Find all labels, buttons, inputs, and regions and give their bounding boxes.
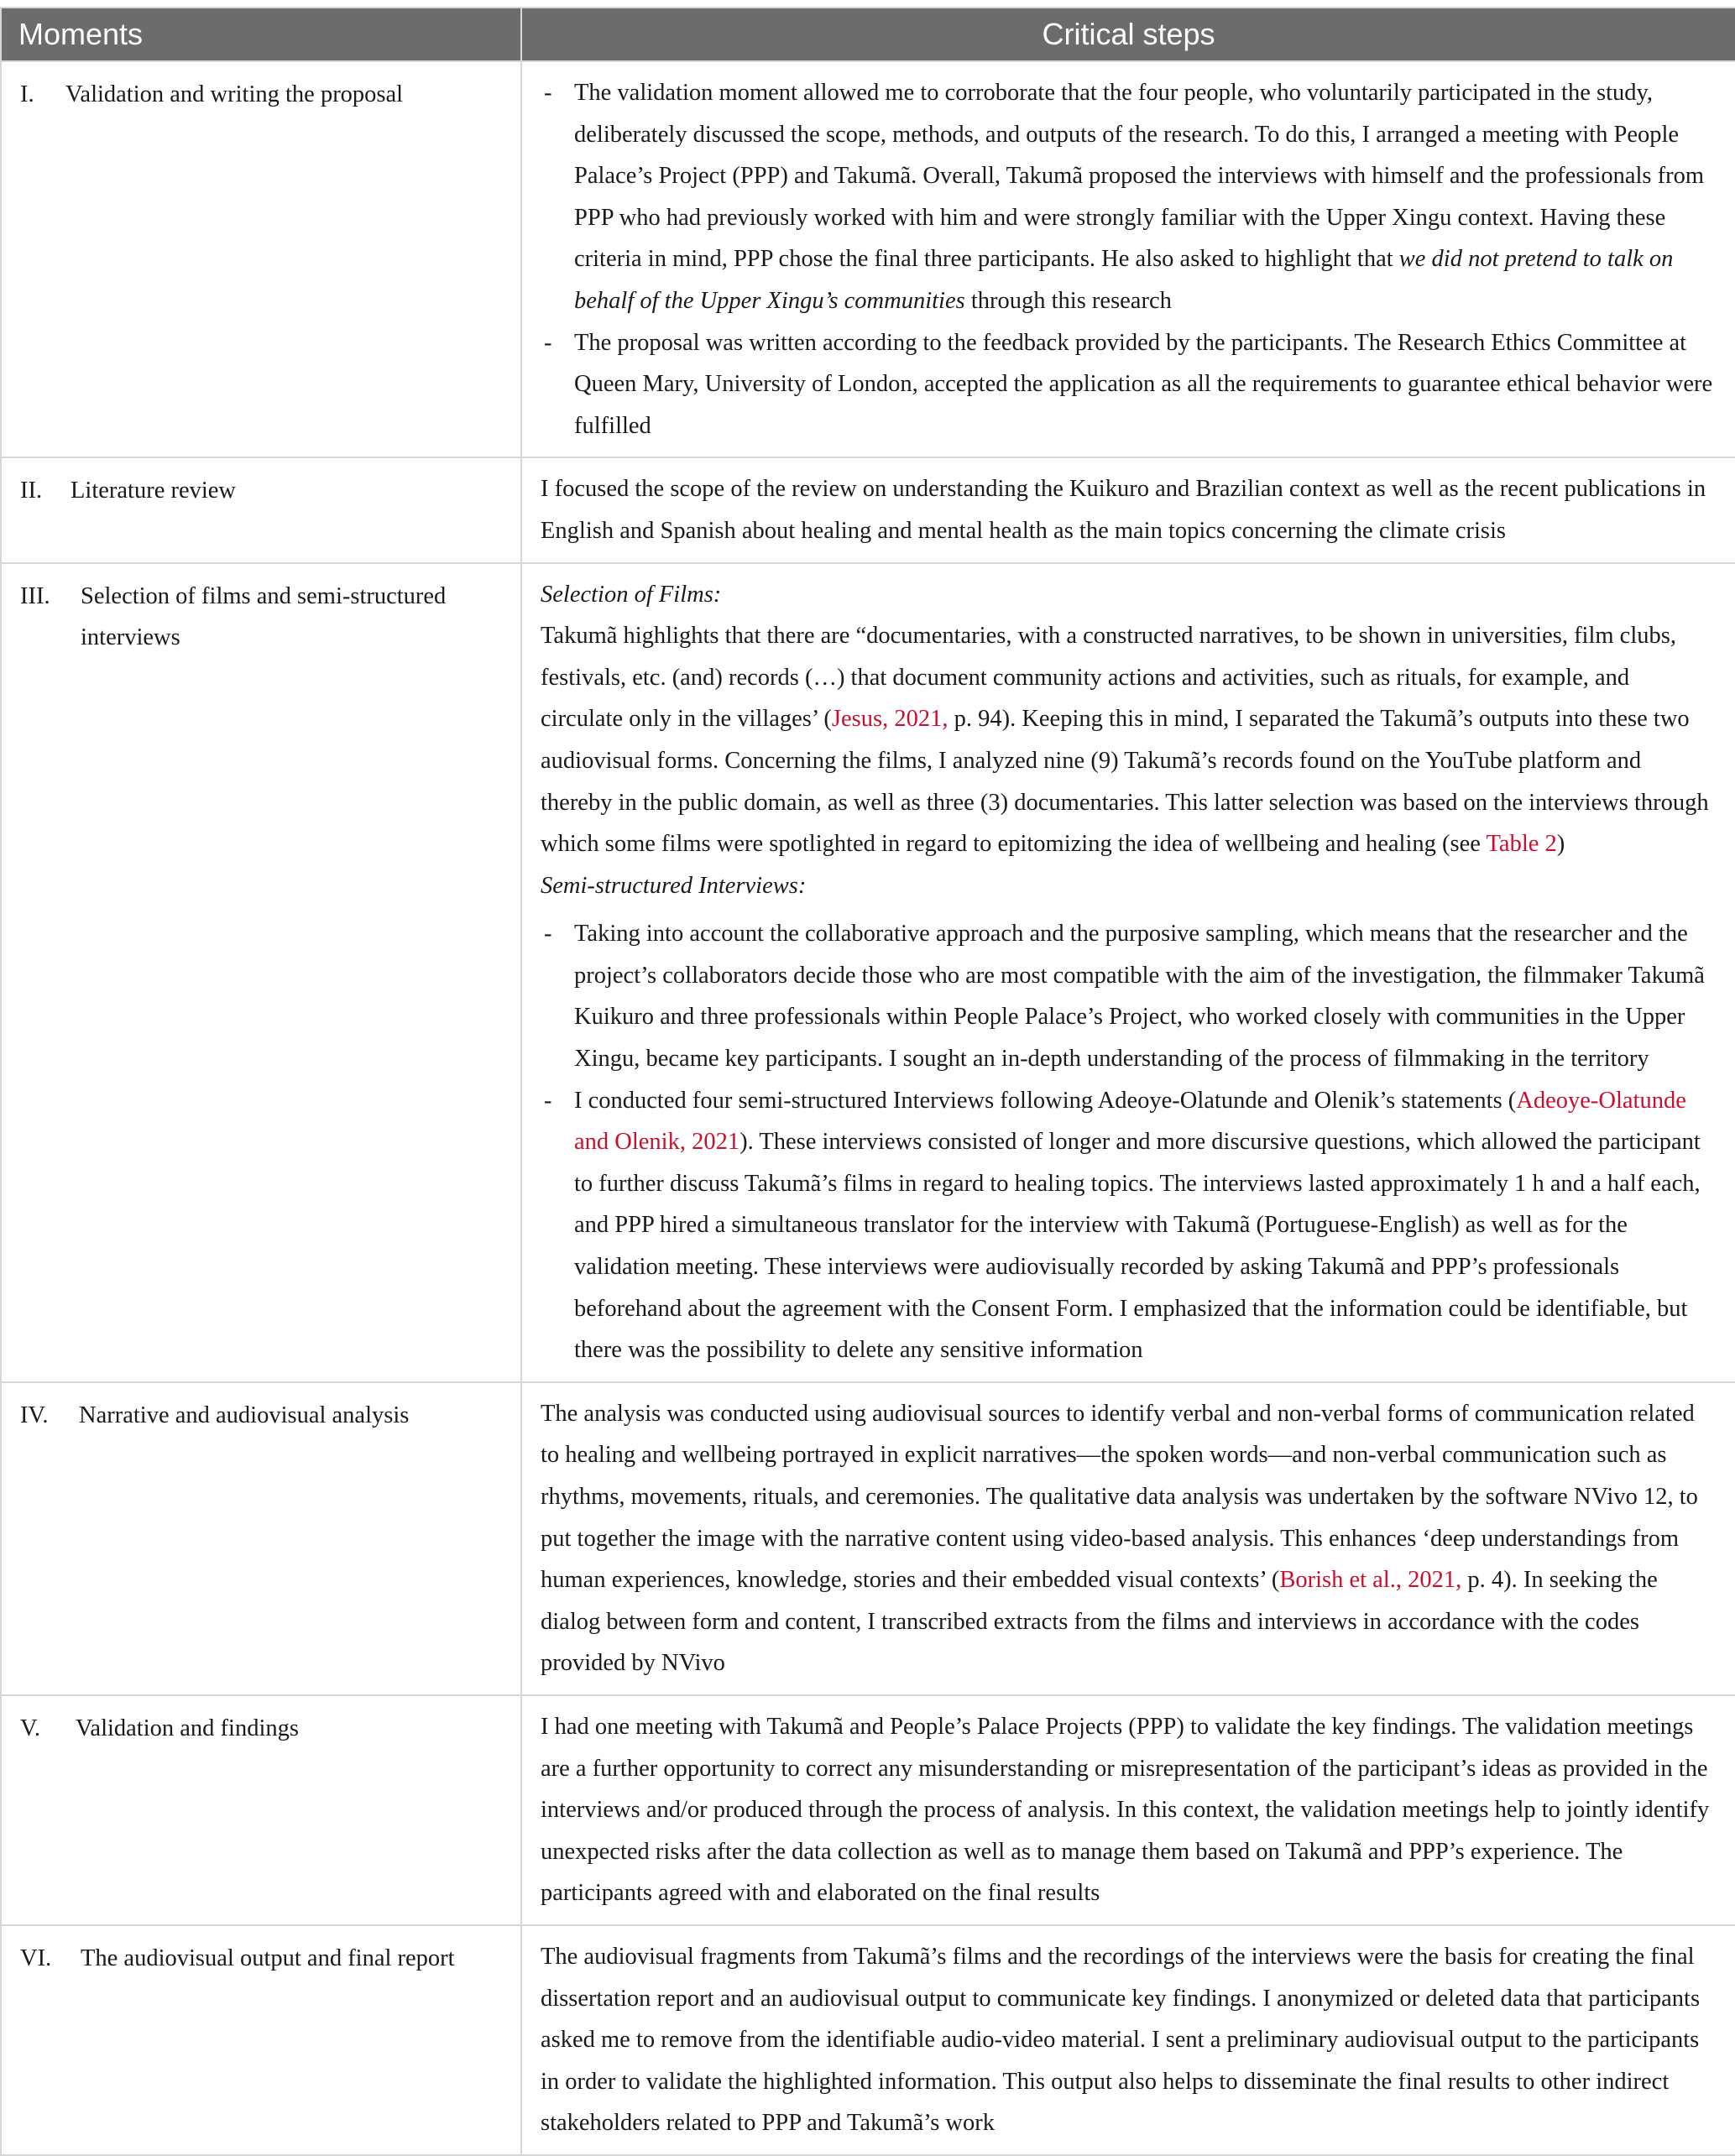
list-item (541, 322, 1717, 447)
table-row (1, 563, 1735, 1382)
list-item (541, 1080, 1717, 1371)
bullet-dash: - (544, 80, 552, 106)
moment-title: Validation and writing the proposal (65, 81, 404, 107)
moment-number: IV. (20, 1402, 49, 1428)
steps-cell (521, 1695, 1735, 1925)
italic-emphasis: we did not pretend to talk on behalf of the Upper Xingu’s communities (574, 246, 1674, 314)
bullet-dash: - (544, 921, 552, 947)
table-row (1, 1925, 1735, 2155)
table-row (1, 61, 1735, 457)
steps-cell (521, 1925, 1735, 2155)
header-critical-steps: Critical steps (521, 8, 1735, 61)
steps-cell (521, 61, 1735, 457)
moment-cell (1, 1925, 521, 2155)
step-text (574, 72, 1717, 322)
step-text: I had one meeting with Takumã and People’s Palace Projects (PPP) to validate the key findings. The validation meetings are a further opportunity to correct any misunderstanding or misrepresentation of the participant’s ideas as provided in the interviews and/or produced through the process of analysis. In this context, the validation meetings help to jointly identify unexpected risks after the data collection as well as to manage them based on Takumã and PPP’s experience. The participants agreed with and elaborated on the final results (541, 1713, 1710, 1907)
moment-number: VI. (20, 1945, 52, 1971)
header-moments: Moments (1, 8, 521, 61)
citation-link-borish[interactable]: Borish et al., 2021, (1279, 1567, 1462, 1594)
bullet-dash: - (544, 329, 552, 356)
text-segment: Takumã highlights that there are “documentaries, with a constructed narratives, to be shown in universities, film clubs, festivals, etc. (and) records (…) that document community actions and activities, such as rituals, for example, and circulate only in the villages’ ( (541, 623, 1676, 733)
list-item (541, 913, 1717, 1079)
moment-title: Validation and findings (76, 1715, 299, 1741)
table-header-row (1, 8, 1735, 61)
films-paragraph (541, 615, 1717, 865)
moment-number: II. (20, 478, 43, 504)
citation-link-adeoye-olatunde[interactable]: Adeoye-Olatunde and Olenik, 2021 (574, 1087, 1686, 1156)
text-segment: p. 4). In seeking the dialog between form and content, I transcribed extracts from the films and interviews in accordance with the codes provided by NVivo (541, 1567, 1658, 1677)
moment-cell (1, 563, 521, 1382)
moment-cell (1, 1695, 521, 1925)
research-moments-table (0, 7, 1735, 2156)
table-row (1, 1382, 1735, 1695)
text-segment: I conducted four semi-structured Interviews following Adeoye-Olatunde and Olenik’s statements ( (574, 1087, 1517, 1114)
moment-number: I. (20, 81, 34, 107)
table-row (1, 1695, 1735, 1925)
table-row (1, 457, 1735, 562)
step-text: Taking into account the collaborative approach and the purposive sampling, which means that the researcher and the project’s collaborators decide those who are most compatible with the aim of the investigation, the filmmaker Takumã Kuikuro and three professionals within People Palace’s Project, who worked closely with communities in the Upper Xingu, became key participants. I sought an in-depth understanding of the process of filmmaking in the territory (574, 921, 1705, 1073)
step-text: The audiovisual fragments from Takumã’s films and the recordings of the interviews were the basis for creating the final dissertation report and an audiovisual output to communicate key findings. I anonymized or deleted data that participants asked me to remove from the identifiable audio-video material. I sent a preliminary audiovisual output to the participants in order to validate the highlighted information. This output also helps to disseminate the final results to other indirect stakeholders related to PPP and Takumã’s work (541, 1943, 1701, 2137)
table-2-link[interactable]: Table 2 (1486, 831, 1557, 858)
moment-title: The audiovisual output and final report (81, 1945, 455, 1971)
moment-cell (1, 1382, 521, 1695)
moment-title: Narrative and audiovisual analysis (79, 1402, 410, 1428)
films-heading: Selection of Films: (541, 581, 722, 608)
moment-cell (1, 61, 521, 457)
step-text: I focused the scope of the review on understanding the Kuikuro and Brazilian context as well as the recent publications in English and Spanish about healing and mental health as the main topics concerning the climate crisis (541, 476, 1706, 544)
text-segment: ) (1556, 831, 1565, 858)
moment-title: Selection of films and semi-structured interviews (81, 582, 447, 651)
step-text (541, 1393, 1717, 1684)
steps-cell (521, 457, 1735, 562)
text-segment: The validation moment allowed me to corroborate that the four people, who voluntarily participated in the study, deliberately discussed the scope, methods, and outputs of the research. To do this, I arranged a meeting with People Palace’s Project (PPP) and Takumã. Overall, Takumã proposed the interviews with himself and the professionals from PPP who had previously worked with him and were strongly familiar with the Upper Xingu context. Having these criteria in mind, PPP chose the final three participants. He also asked to highlight that (574, 80, 1705, 273)
moment-title: Literature review (71, 478, 237, 504)
text-segment: p. 94). Keeping this in mind, I separated the Takumã’s outputs into these two audiovisual forms. Concerning the films, I analyzed nine (9) Takumã’s records found on the YouTube platform and thereby in the public domain, as well as three (3) documentaries. This latter selection was based on the interviews through which some films were spotlighted in regard to epitomizing the idea of wellbeing and healing (see (541, 706, 1709, 858)
list-item (541, 72, 1717, 322)
text-segment: through this research (964, 287, 1172, 314)
moment-number: V. (20, 1715, 41, 1741)
text-segment: ). These interviews consisted of longer and more discursive questions, which allowed the participant to further discuss Takumã’s films in regard to healing topics. The interviews lasted approximately 1 h and a half each, and PPP hired a simultaneous translator for the interview with Takumã (Portuguese-English) as well as for the validation meeting. These interviews were audiovisually recorded by asking Takumã and PPP’s professionals beforehand about the agreement with the Consent Form. I emphasized that the information could be identifiable, but there was the possibility to delete any sensitive information (574, 1129, 1701, 1364)
moment-number: III. (20, 582, 50, 609)
moment-cell (1, 457, 521, 562)
steps-cell (521, 1382, 1735, 1695)
steps-cell (521, 563, 1735, 1382)
interviews-heading: Semi-structured Interviews: (541, 872, 807, 899)
citation-link-jesus[interactable]: Jesus, 2021, (831, 706, 949, 733)
step-text (574, 1080, 1717, 1371)
step-text: The proposal was written according to the feedback provided by the participants. The Research Ethics Committee at Queen Mary, University of London, accepted the application as all the requirements to guarantee ethical behavior were fulfilled (574, 329, 1713, 439)
bullet-dash: - (544, 1087, 552, 1114)
text-segment: The analysis was conducted using audiovisual sources to identify verbal and non-verbal forms of communication related to healing and wellbeing portrayed in explicit narratives—the spoken words—and non-verbal communication such as rhythms, movements, rituals, and ceremonies. The qualitative data analysis was undertaken by the software NVivo 12, to put together the image with the narrative content using video-based analysis. This enhances ‘deep understandings from human experiences, knowledge, stories and their embedded visual contexts’ ( (541, 1400, 1698, 1594)
